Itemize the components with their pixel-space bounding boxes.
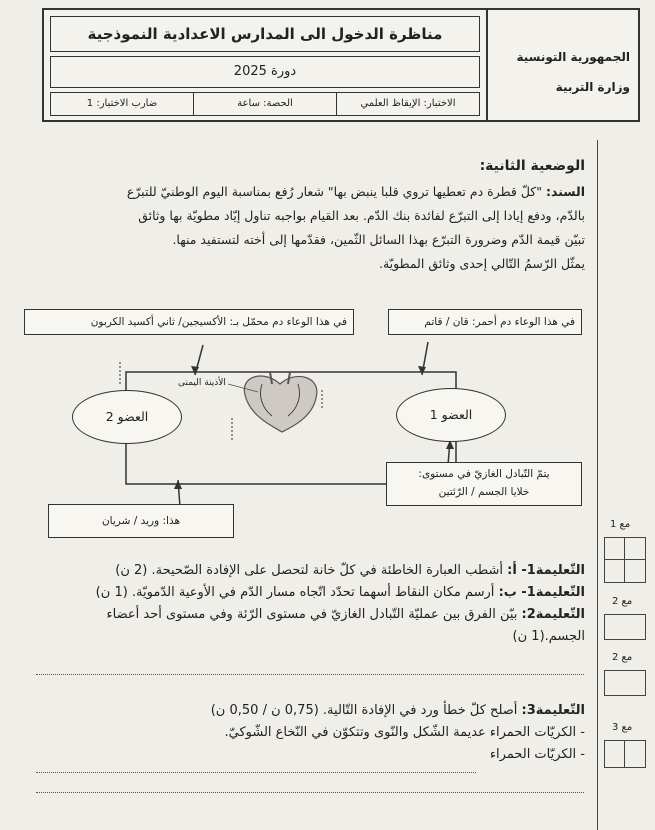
score-box-2[interactable] [604,614,646,640]
answer-line-2[interactable] [36,772,476,773]
instruction-1a-text: أشطب العبارة الخاطئة في كلّ خانة لتحصل على الإفادة الصّحيحة. (2 ن) [115,563,504,578]
organ-2: العضو 2 [72,390,182,444]
score-box-3[interactable] [604,670,646,696]
instruction-2-label: التّعليمة2: [521,607,585,622]
support-line-4: يمثّل الرّسمُ التّالي إحدى وثائق المطويّة. [378,256,585,271]
score-box-4[interactable] [604,740,646,768]
instruction-2-text: بيّن الفرق بين عمليّة التّبادل الغازيّ في مستوى الرّئة وفي مستوى أحد أعضاء [106,607,518,622]
score-label-3: مع 2 [612,652,633,663]
exam-header [42,8,640,122]
statement-text: - الكريّات الحمراء عديمة الشّكل والنّوى وتتكوّن في النّخاع الشّوكيّ. [224,725,585,740]
header-main [44,10,484,120]
score-label-1: مع 1 [610,519,631,530]
exam-coefficient: ضارب الاختبار: 1 [86,98,158,109]
box-top-left: في هذا الوعاء دم محمّل بـ: الأكسيجين/ ثاني أكسيد الكربون [24,309,354,335]
republic-name: الجمهورية التونسية [516,50,630,64]
heart-icon [244,372,317,432]
exam-session: دورة 2025 [50,56,480,88]
exam-title: مناظرة الدخول الى المدارس الاعدادية النموذجية [50,16,480,52]
box-vessel: هذا: وريد / شريان [48,504,234,538]
ministry-name: وزارة التربية [555,80,630,94]
box-exchange: يتمّ التّبادل الغازيّ في مستوى: خلايا الجسم / الرّئتين [386,462,582,506]
situation-title: الوضعية الثانية: [479,158,585,174]
score-box-1[interactable] [604,537,646,583]
exam-duration: الحصة: ساعة [193,93,336,115]
answer-line-3[interactable] [36,792,584,793]
exam-subject: الاختبار: الإيقاظ العلمي [336,93,479,115]
answer-line-1[interactable] [36,674,584,675]
instruction-1b-text: أرسم مكان النقاط أسهما تحدّد اتّجاه مسار الدّم في الأوعية الدّمويّة. (1 ن) [95,585,495,600]
instruction-3-text: أصلح كلّ خطأ ورد في الإفادة التّالية. (0,75 ن / 0,50 ن) [210,703,518,718]
instruction-1b-label: التّعليمة1- ب: [498,585,585,600]
exam-meta-row [50,92,480,116]
instructions [45,560,585,648]
instruction-3-label: التّعليمة3: [521,703,585,718]
instruction-1a-label: التّعليمة1- أ: [507,563,585,578]
answer-start: - الكريّات الحمراء [489,747,585,762]
score-label-4: مع 3 [612,722,633,733]
support-text [45,180,585,276]
score-label-2: مع 2 [612,596,633,607]
heart-label: الأذينة اليمنى [178,378,226,388]
support-line-3: تبيّن قيمة الدّم وضرورة التبرّع بهذا السائل الثّمين، فقدّمها إلى أخته لتستفيد منها. [172,232,585,247]
box-top-right: في هذا الوعاء دم أحمر: قان / قاتم [388,309,582,335]
support-line-2: بالدّم، ودفع إيادا إلى التبرّع لفائدة بنك الدّم. بعد القيام بواجبه تناول إيّاد مطويّة بها وثائق [138,208,585,223]
support-line-1: "كلّ قطرة دم تعطيها تروي قلبا ينبض بها" شعار رُفع بمناسبة اليوم الوطنيّ للتبرّع [126,184,542,199]
instruction-2-cont: الجسم.(1 ن) [512,629,585,644]
organ-1: العضو 1 [396,388,506,442]
support-label: السند: [545,184,585,199]
instruction-3 [45,700,585,766]
